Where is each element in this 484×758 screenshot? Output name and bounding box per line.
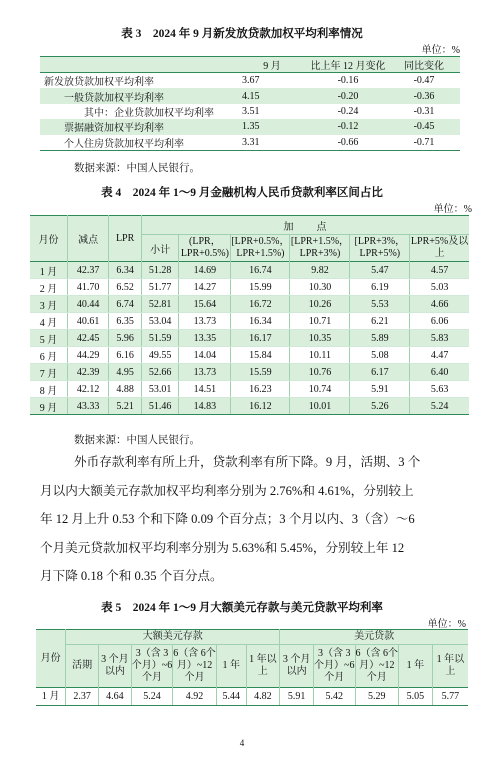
row-label: 新发放贷款加权平均利率 [44, 77, 154, 89]
table-row [40, 119, 460, 134]
table5-subheader: 1 年 [399, 645, 433, 688]
table-cell: 16.12 [231, 398, 290, 415]
table-cell: 40.61 [67, 313, 108, 330]
row-label: 个人住房贷款加权平均利率 [40, 135, 236, 151]
table-row [40, 104, 460, 119]
cell: 3.51 [242, 105, 260, 117]
table5 [36, 629, 468, 706]
table-cell: 4.64 [99, 688, 132, 706]
table-row [30, 330, 469, 347]
table-cell: 6.40 [410, 364, 469, 381]
table-cell: 51.59 [141, 330, 179, 347]
table-cell: 5.24 [410, 398, 469, 415]
table-cell: 2.37 [66, 688, 99, 706]
table-cell: 51.46 [141, 398, 179, 415]
table5-subheader: 6（含 6个月）~12 个月 [173, 645, 217, 688]
table-cell: 42.12 [67, 381, 108, 398]
cell: 3.31 [236, 135, 308, 151]
table5-header-row-1 [36, 630, 468, 645]
table-cell: 5.89 [350, 330, 410, 347]
month-cell: 3 月 [30, 296, 67, 313]
table-cell: 4.66 [410, 296, 469, 313]
paragraph-line: 月下降 0.18 个和 0.35 个百分点。 [40, 569, 223, 584]
table-cell: 10.11 [290, 347, 350, 364]
paragraph-line: 个月美元贷款加权平均利率分别为 5.63%和 5.45%，分别较上年 12 [40, 540, 405, 555]
table4-col-range4: [LPR+3%，LPR+5%) [350, 235, 410, 262]
table-cell: 5.44 [216, 688, 246, 706]
table-cell: 10.26 [290, 296, 350, 313]
table5-group-deposit: 大额美元存款 [66, 630, 280, 645]
table-cell: 10.35 [290, 330, 350, 347]
table4-caption: 表 4 2024 年 1～9 月金融机构人民币贷款利率区间占比 [101, 187, 383, 199]
table-cell: 5.53 [350, 296, 410, 313]
table3-header-blank [40, 57, 236, 73]
table-cell: 15.64 [179, 296, 231, 313]
month-cell: 2 月 [30, 279, 67, 296]
table-cell: 4.47 [410, 347, 469, 364]
table-cell: 10.74 [290, 381, 350, 398]
table5-col-month: 月份 [36, 630, 66, 688]
table-cell: 53.04 [141, 313, 179, 330]
table-cell: 4.92 [173, 688, 217, 706]
month-cell: 9 月 [30, 398, 67, 415]
table-cell: 49.55 [141, 347, 179, 364]
table4-header-row-1 [30, 216, 469, 235]
table-cell: 4.95 [109, 364, 142, 381]
table4-col-lpr: LPR [109, 216, 142, 262]
table-row [30, 398, 469, 415]
table5-subheader: 1 年以上 [246, 645, 280, 688]
table-row [40, 88, 460, 103]
table-cell: 5.63 [410, 381, 469, 398]
table-row [30, 364, 469, 381]
page-number: 4 [239, 738, 245, 748]
table-row [36, 688, 468, 706]
table4-col-range3: [LPR+1.5%，LPR+3%) [290, 235, 350, 262]
table5-subheader: 3 个月以内 [280, 645, 314, 688]
table-cell: 42.39 [67, 364, 108, 381]
paragraph-line: 外币存款利率有所上升，贷款利率有所下降。9 月，活期、3 个 [74, 455, 421, 469]
table-cell: 10.76 [290, 364, 350, 381]
table-row [30, 296, 469, 313]
cell: -0.16 [337, 75, 359, 87]
table-cell: 6.19 [350, 279, 410, 296]
table4-unit: 单位：% [433, 204, 472, 215]
cell: -0.24 [337, 105, 359, 117]
table4-col-subtotal: 小计 [141, 235, 179, 262]
cell: -0.12 [308, 119, 388, 134]
table-cell: 16.74 [231, 262, 290, 279]
month-cell: 8 月 [30, 381, 67, 398]
table5-group-loan: 美元贷款 [280, 630, 468, 645]
table4-body [30, 262, 469, 415]
table-cell: 6.06 [410, 313, 469, 330]
table-cell: 16.23 [231, 381, 290, 398]
table-row [40, 73, 460, 89]
table-cell: 53.01 [141, 381, 179, 398]
table-cell: 6.74 [109, 296, 142, 313]
table-cell: 13.35 [179, 330, 231, 347]
month-cell: 5 月 [30, 330, 67, 347]
table3 [40, 56, 460, 151]
table-row [30, 381, 469, 398]
month-cell: 6 月 [30, 347, 67, 364]
table-cell: 44.29 [67, 347, 108, 364]
table-cell: 15.99 [231, 279, 290, 296]
table4-col-month: 月份 [30, 216, 67, 262]
table-cell: 5.47 [350, 262, 410, 279]
table-cell: 52.66 [141, 364, 179, 381]
paragraph-line: 年 12 月上升 0.53 个和下降 0.09 个百分点；3 个月以内、3（含）～6 [40, 512, 415, 527]
table-cell: 15.59 [231, 364, 290, 381]
table5-caption: 表 5 2024 年 1～9 月大额美元存款与美元贷款平均利率 [101, 602, 383, 614]
cell: 3.67 [242, 75, 260, 87]
table-row [30, 313, 469, 330]
table-cell: 4.88 [109, 381, 142, 398]
table-cell: 5.08 [350, 347, 410, 364]
table3-col-yoy: 同比变化 [388, 57, 460, 73]
table-cell: 42.45 [67, 330, 108, 347]
table-cell: 14.51 [179, 381, 231, 398]
table3-unit: 单位：% [421, 45, 460, 56]
table5-subheader: 3（含 3个月）~6个月 [313, 645, 355, 688]
table-row [30, 279, 469, 296]
table-row [40, 135, 460, 151]
table-cell: 5.96 [109, 330, 142, 347]
table5-subheader: 3 个月以内 [99, 645, 132, 688]
cell: -0.20 [308, 88, 388, 103]
table-cell: 10.30 [290, 279, 350, 296]
table-cell: 5.91 [280, 688, 314, 706]
table5-subheader: 1 年以上 [432, 645, 468, 688]
table-cell: 6.21 [350, 313, 410, 330]
table-cell: 6.17 [350, 364, 410, 381]
table-cell: 52.81 [141, 296, 179, 313]
table-cell: 51.77 [141, 279, 179, 296]
table-cell: 9.82 [290, 262, 350, 279]
table5-subheader: 3（含 3个月）~6个月 [131, 645, 173, 688]
month-cell: 4 月 [30, 313, 67, 330]
month-cell: 7 月 [30, 364, 67, 381]
table3-col-sep: 9 月 [236, 57, 308, 73]
row-label: 票据融资加权平均利率 [40, 119, 236, 134]
table4 [30, 215, 469, 415]
table-cell: 51.28 [141, 262, 179, 279]
table-cell: 14.04 [179, 347, 231, 364]
table-cell: 16.17 [231, 330, 290, 347]
cell: -0.66 [308, 135, 388, 151]
table-row [30, 262, 469, 279]
table-cell: 16.34 [231, 313, 290, 330]
table-cell: 14.69 [179, 262, 231, 279]
paragraph-line: 月以内大额美元存款加权平均利率分别为 2.76%和 4.61%，分别较上 [40, 483, 414, 498]
month-cell: 1 月 [30, 262, 67, 279]
table-cell: 6.35 [109, 313, 142, 330]
table5-unit: 单位：% [427, 619, 466, 630]
table-cell: 5.29 [355, 688, 399, 706]
body-paragraph [40, 448, 460, 591]
table-cell: 6.34 [109, 262, 142, 279]
row-label: 其中：企业贷款加权平均利率 [84, 107, 214, 119]
table3-col-vs-dec: 比上年 12 月变化 [308, 57, 388, 73]
table-cell: 5.91 [350, 381, 410, 398]
cell: 1.35 [236, 119, 308, 134]
table-cell: 6.16 [109, 347, 142, 364]
month-cell: 1 月 [36, 688, 66, 706]
table-cell: 5.03 [410, 279, 469, 296]
table-cell: 5.26 [350, 398, 410, 415]
table3-header-row [40, 57, 460, 73]
table-cell: 16.72 [231, 296, 290, 313]
table-cell: 43.33 [67, 398, 108, 415]
table-cell: 5.83 [410, 330, 469, 347]
table-cell: 5.77 [432, 688, 468, 706]
table4-source: 数据来源：中国人民银行。 [74, 435, 200, 446]
table-cell: 15.84 [231, 347, 290, 364]
cell: -0.36 [388, 88, 460, 103]
table-cell: 13.73 [179, 364, 231, 381]
table-cell: 40.44 [67, 296, 108, 313]
table-cell: 5.42 [313, 688, 355, 706]
cell: -0.47 [413, 75, 435, 87]
table-cell: 10.71 [290, 313, 350, 330]
table5-header-row-2 [36, 645, 468, 688]
table-cell: 5.24 [131, 688, 173, 706]
table4-col-minus: 减点 [67, 216, 108, 262]
table4-col-plus: 加 点 [141, 216, 469, 235]
table-cell: 14.27 [179, 279, 231, 296]
table-cell: 4.57 [410, 262, 469, 279]
table4-col-range2: [LPR+0.5%，LPR+1.5%) [231, 235, 290, 262]
table-cell: 41.70 [67, 279, 108, 296]
table5-subheader: 1 年 [216, 645, 246, 688]
table4-col-range5: LPR+5%及以上 [410, 235, 469, 262]
table-cell: 5.21 [109, 398, 142, 415]
table4-col-range1: (LPR，LPR+0.5%) [179, 235, 231, 262]
table-row [30, 347, 469, 364]
table-cell: 42.37 [67, 262, 108, 279]
table-cell: 14.83 [179, 398, 231, 415]
table-cell: 5.05 [399, 688, 433, 706]
table3-source: 数据来源：中国人民银行。 [74, 163, 200, 174]
cell: -0.31 [413, 105, 435, 117]
table5-subheader: 活期 [66, 645, 99, 688]
table-cell: 10.01 [290, 398, 350, 415]
table-cell: 13.73 [179, 313, 231, 330]
cell: -0.71 [388, 135, 460, 151]
cell: 4.15 [236, 88, 308, 103]
table3-caption: 表 3 2024 年 9 月新发放贷款加权平均利率情况 [121, 28, 363, 40]
cell: -0.45 [388, 119, 460, 134]
table5-subheader: 6（含 6个月）~12 个月 [355, 645, 399, 688]
table-cell: 4.82 [246, 688, 280, 706]
table-cell: 6.52 [109, 279, 142, 296]
row-label: 一般贷款加权平均利率 [40, 88, 236, 103]
